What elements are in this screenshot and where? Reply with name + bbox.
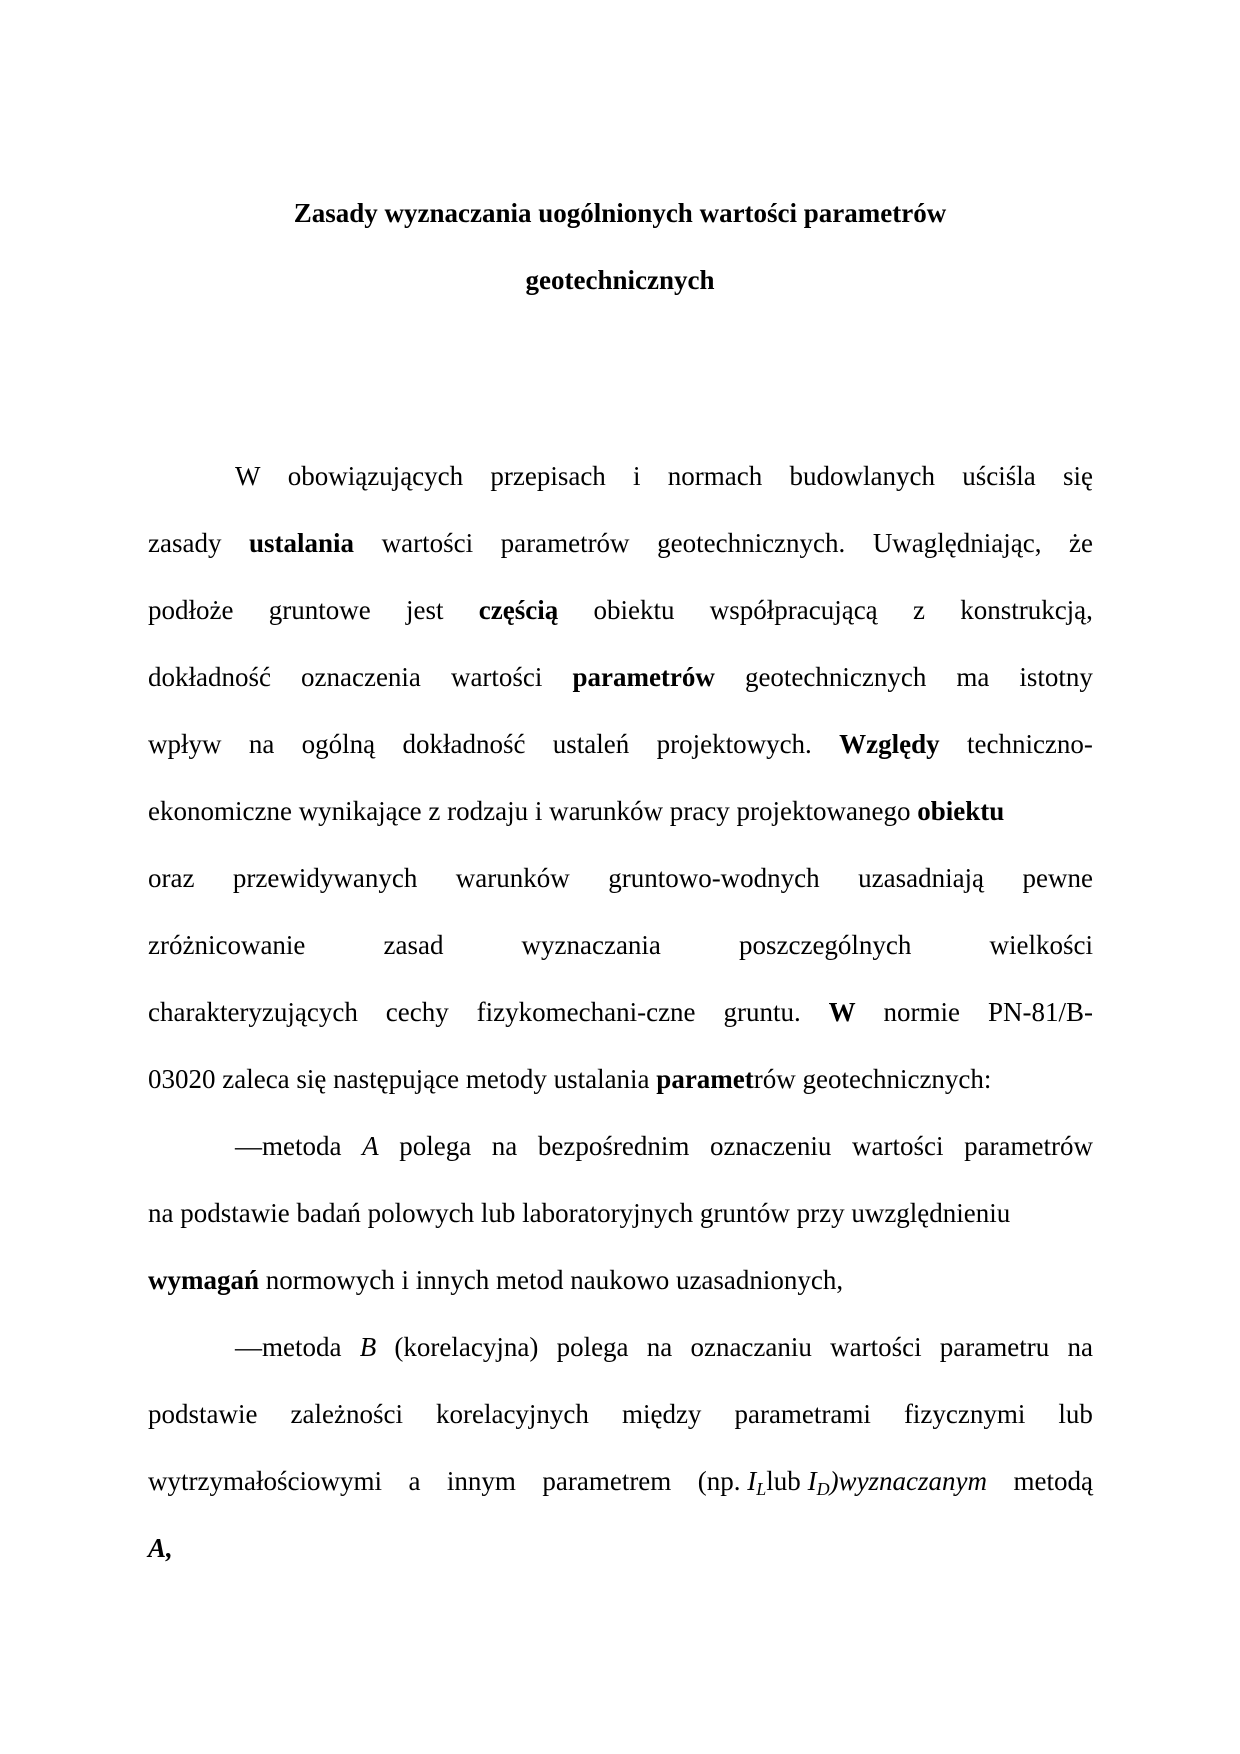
paragraph-1-line-2: zasady ustalania wartości parametrów geotechnicznych. Uwaględniając, że — [148, 528, 1093, 558]
paragraph-1-line-3: podłoże gruntowe jest częścią obiektu współpracującą z konstrukcją, — [148, 595, 1093, 625]
paragraph-1-line-4: dokładność oznaczenia wartości parametrów geotechnicznych ma istotny — [148, 662, 1093, 692]
paragraph-1-line-9: charakteryzujących cechy fizykomechani-czne gruntu. W normie PN-81/B- — [148, 997, 1093, 1027]
method-a-line-2: na podstawie badań polowych lub laboratoryjnych gruntów przy uwzględnieniu — [148, 1198, 1011, 1228]
method-a-line-1: —metoda A polega na bezpośrednim oznaczeniu wartości parametrów — [235, 1131, 1093, 1161]
symbol-group: (np. $I_Llub$ $I_D)wyznaczanym$ — [697, 1466, 988, 1499]
method-a-line-3: wymagań normowych i innych metod naukowo uzasadnionych, — [148, 1265, 844, 1295]
method-b-line-1: —metoda B (korelacyjna) polega na oznaczaniu wartości parametru na — [235, 1332, 1093, 1362]
paragraph-1-line-8: zróżnicowanie zasad wyznaczania poszczególnych wielkości — [148, 930, 1093, 960]
paragraph-1-line-10: 03020 zaleca się następujące metody ustalania parametrów geotechnicznych: — [148, 1064, 992, 1094]
method-b-line-3: wytrzymałościowymi a innym parametrem (np. $I_Llub$ $I_D)wyznaczanym$ metodą — [148, 1466, 1093, 1499]
document-title-line-1: Zasady wyznaczania uogólnionych wartości parametrów — [293, 198, 947, 228]
paragraph-1-line-6: ekonomiczne wynikające z rodzaju i warunków pracy projektowanego obiektu — [148, 796, 1005, 826]
method-b-line-2: podstawie zależności korelacyjnych między parametrami fizycznymi lub — [148, 1399, 1093, 1429]
method-b-line-4: A, — [148, 1533, 173, 1563]
paragraph-1-line-1: W obowiązujących przepisach i normach budowlanych uściśla się — [235, 461, 1093, 491]
paragraph-1-line-7: oraz przewidywanych warunków gruntowo-wodnych uzasadniają pewne — [148, 863, 1093, 893]
document-title-line-2: geotechnicznych — [525, 265, 715, 295]
paragraph-1-line-5: wpływ na ogólną dokładność ustaleń projektowych. Względy techniczno- — [148, 729, 1093, 759]
